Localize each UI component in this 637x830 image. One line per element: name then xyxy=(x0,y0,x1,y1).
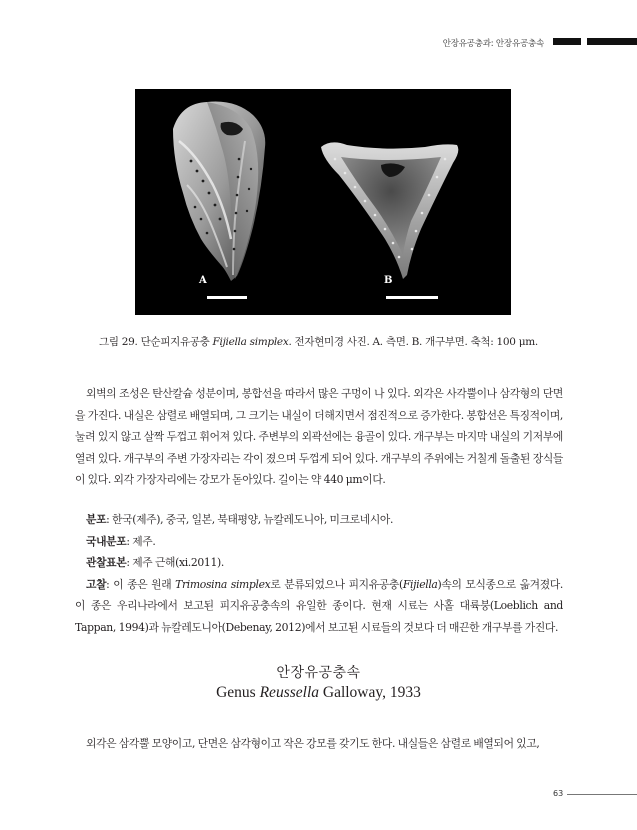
label-a: A xyxy=(199,275,207,286)
distribution-text: : 한국(제주), 중국, 일본, 북태평양, 뉴칼레도니아, 미크로네시아. xyxy=(106,513,394,526)
remarks-species: Trimosina simplex xyxy=(175,577,271,591)
remarks-label: 고찰 xyxy=(86,577,107,591)
header-accent-bar xyxy=(553,38,637,45)
remarks-text-2: 로 분류되었으나 피지유공충( xyxy=(270,577,403,591)
specimen-b-apertural-view xyxy=(321,142,458,279)
figure-caption xyxy=(0,334,637,349)
distribution-label: 분포 xyxy=(86,513,107,526)
remarks-genus: Fijiella xyxy=(402,577,438,591)
details-block xyxy=(75,509,563,638)
remarks-text-1: : 이 종은 원래 xyxy=(106,577,176,591)
genus-name: Reussella xyxy=(259,684,319,701)
domestic-distribution-line xyxy=(75,531,563,553)
domestic-label: 국내분포 xyxy=(86,534,127,548)
section-title-genus xyxy=(0,684,637,702)
label-b: B xyxy=(384,275,393,286)
specimen-label: 관찰표본 xyxy=(86,556,127,569)
remarks-paragraph xyxy=(75,574,563,639)
scale-bar-a xyxy=(207,296,247,299)
page-number: 63 xyxy=(553,789,564,798)
specimen-line xyxy=(75,552,563,574)
distribution-line xyxy=(75,509,563,531)
genus-authority: Galloway, 1933 xyxy=(319,684,421,701)
caption-species: Fijiella simplex xyxy=(212,336,289,348)
description-paragraph: 외벽의 조성은 탄산칼슘 성분이며, 봉합선을 따라서 많은 구멍이 나 있다. 외각은 사각뿔이나 삼각형의 단면을 가진다. 내실은 삼렬로 배열되며, 그 크기는 내실이 더해지면서 점진적으로 증가한다. 봉합선은 특징적이며, 눌려 있지 않고 살짝 두껍고 휘어져 있다. 주변부의 외곽선에는 융골이 있다. 개구부는 마지막 내실의 기저부에 열려 있다. 개구부의 주변 가장자리는 각이 졌으며 두껍게 되어 있다. 개구부의 주위에는 거칠게 돌출된 장식들이 있다. 외각 가장자리에는 강모가 돋아있다. 길이는 약 440 μm이다. xyxy=(75,387,563,486)
page-number-rule xyxy=(567,794,637,795)
domestic-text: : 제주. xyxy=(126,534,156,548)
sem-figure-svg xyxy=(135,89,511,315)
scale-bar-b xyxy=(386,296,438,299)
section-title-korean: 안장유공충속 xyxy=(276,665,361,681)
specimen-a-side-view xyxy=(173,102,265,281)
caption-suffix: . 전자현미경 사진. A. 측면. B. 개구부면. 축척: 100 μm. xyxy=(288,336,538,348)
specimen-text: : 제주 근해(xi.2011). xyxy=(126,556,224,569)
remarks-text-3: )속의 모식종으로 옮겨졌다. 이 종은 우리나라에서 보고된 피지유공충속의 유일한 종이다. 현재 시료는 사홀 대륙붕(Loeblich and Tappan, 1994)과 뉴칼레도니아(Debenay, 2012)에서 보고된 시료들의 것보다 더 매끈한 개구부를 가진다. xyxy=(75,577,563,634)
running-header: 안장유공충과: 안장유공충속 xyxy=(442,39,544,49)
caption-prefix: 그림 29. 단순피지유공충 xyxy=(99,336,213,348)
genus-description-paragraph: 외각은 삼각뿔 모양이고, 단면은 삼각형이고 작은 강모를 갖기도 한다. 내실들은 삼렬로 배열되어 있고, xyxy=(86,737,540,750)
sem-figure xyxy=(135,89,511,315)
genus-prefix: Genus xyxy=(216,684,260,701)
